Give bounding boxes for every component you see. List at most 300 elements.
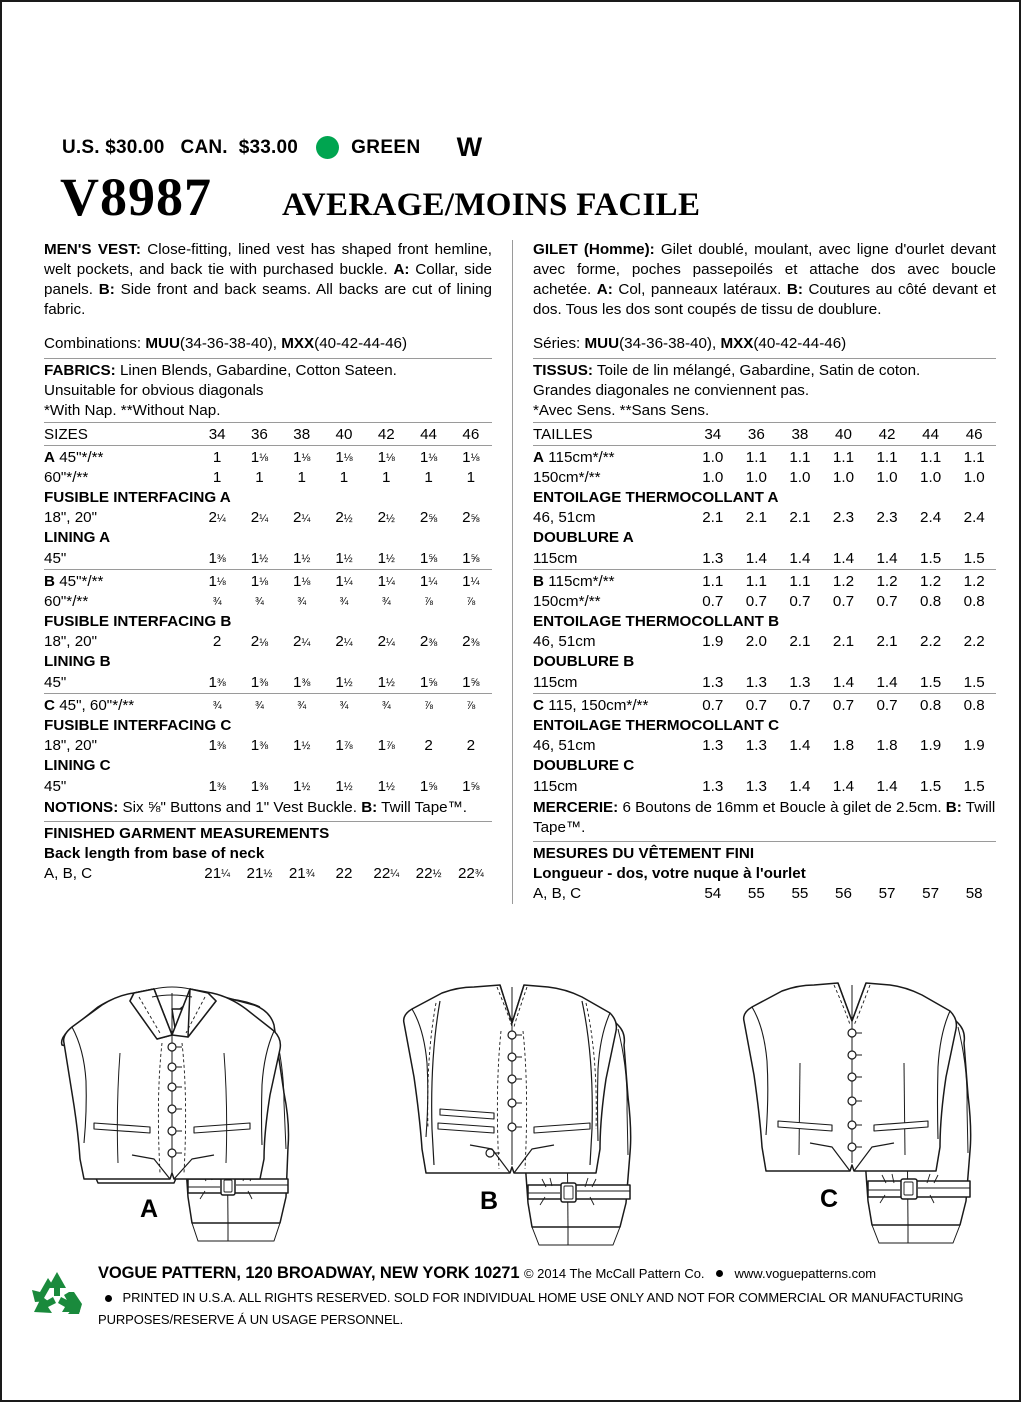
yardage-cell: 1.4 — [832, 549, 855, 567]
yardage-cell: 1⅝ — [462, 673, 480, 691]
sizes-header-row — [533, 422, 996, 445]
yardage-cell: 1.5 — [963, 777, 985, 795]
yardage-cell: 1.5 — [920, 549, 942, 567]
size-header-cell: 44 — [909, 422, 953, 445]
yardage-cell: 1½ — [335, 673, 353, 691]
yardage-row-label: 46, 51cm — [533, 737, 596, 755]
yardage-cell: 1.4 — [876, 673, 898, 691]
footer-website[interactable]: www.voguepatterns.com — [734, 1266, 877, 1281]
yardage-cell: 1⅜ — [250, 673, 269, 691]
vest-view-b — [342, 897, 682, 1257]
yardage-cell: 0.8 — [909, 693, 953, 715]
yardage-cell: 2.4 — [920, 509, 942, 527]
yardage-cell: 1.1 — [822, 445, 866, 467]
yardage-row-label: 45" — [44, 777, 67, 795]
yardage-row — [44, 445, 492, 467]
french-view-b-label: B: — [786, 281, 803, 299]
yardage-cell: 0.7 — [702, 592, 724, 610]
yardage-cell: 2 — [212, 633, 222, 651]
divider — [533, 841, 996, 842]
footer-legal-line-1: PRINTED IN U.S.A. ALL RIGHTS RESERVED. SOLD FOR INDIVIDUAL HOME USE ONLY AND NOT FOR COMMERCIAL OR MANUFACTURING — [122, 1290, 964, 1305]
yardage-row-label: B 45"*/** — [44, 569, 196, 591]
yardage-cell: 1.2 — [909, 569, 953, 591]
french-description-title: GILET (Homme): — [533, 241, 655, 258]
yardage-section-label: FUSIBLE INTERFACING C — [44, 716, 232, 734]
size-header-cell: 44 — [407, 422, 449, 445]
english-notions-label: NOTIONS: — [44, 799, 119, 817]
english-fabrics — [44, 361, 492, 381]
fgm-cell: 22½ — [415, 864, 442, 882]
yardage-cell: 1¼ — [365, 569, 407, 591]
size-header-cell: 36 — [735, 422, 779, 445]
yardage-row-label: 46, 51cm — [533, 633, 596, 651]
fgm-cell: 56 — [835, 884, 852, 902]
french-notions-body: 6 Boutons de 16mm et Boucle à gilet de 2.5cm. — [618, 799, 946, 817]
yardage-cell: 2.2 — [963, 633, 985, 651]
vest-view-c-label: C — [820, 1185, 839, 1213]
yardage-cell: 1.0 — [702, 468, 724, 486]
yardage-cell: 0.7 — [876, 592, 898, 610]
fgm-row-label: A, B, C — [533, 884, 582, 902]
yardage-cell: 2 — [424, 737, 433, 755]
yardage-cell: 1.4 — [876, 549, 898, 567]
french-view-b-body: Coutures au côté devant et dos. Tous les dos sont coupés de tissu de doublure. — [533, 281, 997, 319]
yardage-cell: 0.7 — [822, 693, 866, 715]
difficulty-level: AVERAGE/MOINS FACILE — [282, 187, 701, 223]
yardage-cell: 2.1 — [789, 633, 811, 651]
fgm-row-label: A, B, C — [44, 864, 93, 882]
yardage-cell: 1¼ — [407, 569, 449, 591]
yardage-section-row — [44, 715, 492, 735]
yardage-row-label: 18", 20" — [44, 633, 98, 651]
yardage-cell: 1 — [339, 468, 349, 486]
yardage-cell: 2½ — [377, 509, 395, 527]
english-yardage-body — [44, 422, 492, 796]
english-combination-muu-sizes: (34-36-38-40), — [179, 335, 278, 353]
yardage-cell: 1⅝ — [462, 549, 480, 567]
yardage-cell: 1.3 — [702, 737, 724, 755]
yardage-cell: 0.7 — [832, 592, 855, 610]
yardage-row — [533, 736, 996, 756]
yardage-cell: 2⅛ — [250, 633, 269, 651]
yardage-cell: 1.5 — [963, 549, 985, 567]
title-row — [60, 167, 989, 227]
vest-view-b-label: B — [480, 1187, 499, 1215]
vest-view-a-drawing — [2, 897, 342, 1247]
yardage-row-label: 115cm — [533, 673, 578, 691]
yardage-section-row — [44, 612, 492, 632]
yardage-section-label: LINING B — [44, 653, 111, 671]
yardage-cell: 1.9 — [702, 633, 724, 651]
yardage-row — [44, 569, 492, 591]
footer-company: VOGUE PATTERN, 120 BROADWAY, NEW YORK 10271 — [98, 1264, 520, 1282]
recycle-icon — [28, 1268, 86, 1326]
yardage-cell: 1.4 — [832, 673, 855, 691]
yardage-cell: 1.3 — [745, 777, 767, 795]
yardage-cell: 2.1 — [745, 509, 767, 527]
sizes-header-row — [44, 422, 492, 445]
english-description — [44, 240, 492, 320]
fgm-cell: 55 — [747, 884, 765, 902]
yardage-cell: 1⅜ — [208, 673, 226, 691]
french-description — [533, 240, 996, 320]
yardage-cell: 1 — [382, 468, 391, 486]
yardage-section-row — [533, 488, 996, 508]
size-header-cell: 36 — [238, 422, 280, 445]
yardage-cell: 1.5 — [920, 777, 942, 795]
yardage-cell: 1 — [255, 468, 264, 486]
yardage-cell: 1.0 — [789, 468, 811, 486]
yardage-section-row — [44, 528, 492, 548]
yardage-cell: 1⅛ — [281, 445, 323, 467]
french-fabrics-note: Grandes diagonales ne conviennent pas. — [533, 381, 810, 399]
fgm-cell: 21½ — [246, 864, 273, 882]
french-notions — [533, 798, 996, 838]
french-fgm-subtitle: Longueur - dos, votre nuque à l'ourlet — [533, 864, 806, 882]
yardage-cell: 1½ — [335, 549, 353, 567]
yardage-row-label: 115cm — [533, 549, 578, 567]
fgm-cell: 22¼ — [373, 864, 400, 882]
yardage-section-label: ENTOILAGE THERMOCOLLANT C — [533, 716, 780, 734]
yardage-cell: 2.2 — [920, 633, 942, 651]
french-nap-note: *Avec Sens. **Sans Sens. — [533, 402, 710, 420]
english-fgm-title: FINISHED GARMENT MEASUREMENTS — [44, 825, 330, 843]
yardage-cell: 1 — [212, 468, 222, 486]
french-combination-mxx: MXX — [720, 335, 754, 353]
yardage-cell: ¾ — [297, 596, 307, 609]
garment-illustrations — [2, 897, 1021, 1257]
yardage-cell: 1⅛ — [365, 445, 407, 467]
fgm-row — [44, 864, 492, 884]
yardage-row-label: B 115cm*/** — [533, 569, 691, 591]
yardage-cell: 2⅝ — [419, 509, 438, 527]
yardage-section-label: DOUBLURE B — [533, 653, 635, 671]
yardage-section-row — [533, 715, 996, 735]
yardage-cell: ⅞ — [450, 693, 492, 715]
yardage-row-label: 150cm*/** — [533, 468, 601, 486]
french-column — [512, 240, 1021, 904]
yardage-row — [44, 548, 492, 569]
yardage-cell: 1.4 — [876, 777, 898, 795]
fgm-cell: 54 — [704, 884, 722, 902]
yardage-cell: 1½ — [293, 549, 311, 567]
french-fabrics-label: TISSUS: — [533, 361, 593, 379]
english-fgm-subtitle: Back length from base of neck — [44, 844, 265, 862]
yardage-cell: 1.1 — [735, 569, 779, 591]
yardage-cell: 2½ — [335, 509, 353, 527]
yardage-row-label: A 115cm*/** — [533, 445, 691, 467]
yardage-cell: 1¼ — [450, 569, 492, 591]
yardage-cell: 2.0 — [745, 633, 767, 651]
yardage-cell: ⅞ — [424, 596, 433, 609]
yardage-row — [533, 445, 996, 467]
yardage-cell: 1.4 — [832, 777, 855, 795]
yardage-cell: 1.1 — [778, 569, 822, 591]
english-view-a-body: Collar, side panels. — [44, 261, 492, 299]
yardage-cell: 1.1 — [778, 445, 822, 467]
pattern-number: V8987 — [60, 167, 212, 227]
yardage-cell: 1⅜ — [208, 549, 226, 567]
yardage-cell: 1⅜ — [208, 777, 226, 795]
yardage-cell: 2¼ — [377, 633, 395, 651]
english-fabrics-label: FABRICS: — [44, 361, 116, 379]
yardage-cell: 2.1 — [876, 633, 898, 651]
yardage-row — [44, 693, 492, 715]
yardage-cell: 1.4 — [745, 549, 767, 567]
yardage-cell: 1½ — [377, 777, 395, 795]
yardage-cell: 2.1 — [702, 509, 724, 527]
yardage-cell: 1½ — [293, 777, 311, 795]
french-fabrics — [533, 361, 996, 381]
yardage-cell: 1⅝ — [419, 549, 438, 567]
yardage-cell: 1 — [424, 468, 433, 486]
yardage-cell: ¾ — [339, 596, 349, 609]
vest-view-c — [682, 897, 1021, 1257]
footer-copyright: © 2014 The McCall Pattern Co. — [523, 1266, 705, 1281]
vest-a-front — [62, 987, 281, 1183]
fgm-cell: 22¾ — [457, 864, 484, 882]
yardage-cell: 1⅛ — [450, 445, 492, 467]
english-combinations-label: Combinations: — [44, 335, 142, 353]
us-price: U.S. $30.00 — [62, 136, 165, 158]
fgm-cell: 21¾ — [288, 864, 315, 882]
yardage-row — [533, 569, 996, 591]
fgm-cell: 21¼ — [204, 864, 231, 882]
yardage-cell: 2⅜ — [462, 633, 480, 651]
yardage-cell: 1.3 — [702, 549, 724, 567]
yardage-cell: 1.1 — [909, 445, 953, 467]
divider — [44, 358, 492, 359]
yardage-row-label: 18", 20" — [44, 509, 98, 527]
yardage-cell: 1⅝ — [419, 673, 438, 691]
french-combinations — [533, 334, 996, 354]
yardage-row-label: 115cm — [533, 777, 578, 795]
yardage-section-row — [44, 756, 492, 776]
content-columns — [2, 240, 1021, 904]
size-header-cell: 38 — [281, 422, 323, 445]
yardage-row — [533, 467, 996, 487]
color-swatch-icon — [316, 136, 339, 159]
yardage-row-label: 18", 20" — [44, 737, 98, 755]
yardage-cell: ¾ — [254, 596, 264, 609]
english-description-body: Close-fitting, lined vest has shaped front hemline, welt pockets, and back tie with purchased buckle. — [44, 241, 492, 279]
english-combination-mxx-sizes: (40-42-44-46) — [314, 335, 408, 353]
yardage-row-label: 60"*/** — [44, 468, 89, 486]
english-view-b-body: Side front and back seams. All backs are cut of lining fabric. — [44, 281, 492, 319]
english-notions-b-label: B: — [361, 799, 378, 817]
yardage-cell: 0.7 — [735, 693, 779, 715]
divider — [44, 821, 492, 822]
footer-company-line — [98, 1264, 993, 1283]
french-notions-b-body: Twill Tape™. — [533, 799, 996, 837]
yardage-cell: 2¼ — [250, 509, 269, 527]
vest-view-a-label: A — [140, 1195, 159, 1223]
sizes-header-label: TAILLES — [533, 422, 691, 445]
yardage-cell: 1 — [196, 445, 238, 467]
yardage-cell: 2.1 — [789, 509, 811, 527]
yardage-row — [533, 776, 996, 796]
yardage-cell: ¾ — [381, 596, 391, 609]
yardage-cell: 1.0 — [832, 468, 855, 486]
yardage-row — [44, 672, 492, 693]
footer — [2, 1264, 1021, 1327]
yardage-row-label: 45" — [44, 673, 67, 691]
english-column — [2, 240, 512, 904]
yardage-cell: 1.9 — [963, 737, 985, 755]
yardage-cell: 1⅛ — [238, 445, 280, 467]
yardage-row — [533, 672, 996, 693]
yardage-row-label: 150cm*/** — [533, 592, 601, 610]
yardage-cell: 2 — [466, 737, 476, 755]
french-yardage-table — [533, 422, 996, 797]
footer-legal-line-2: PURPOSES/RESERVE Á UN USAGE PERSONNEL. — [98, 1312, 404, 1327]
vest-view-c-drawing — [682, 897, 1021, 1247]
yardage-cell: 2.1 — [832, 633, 855, 651]
yardage-cell: 1⅛ — [196, 569, 238, 591]
french-view-a-label: A: — [596, 281, 613, 299]
yardage-row — [533, 548, 996, 569]
yardage-cell: 0.7 — [778, 693, 822, 715]
yardage-row — [44, 508, 492, 528]
vest-view-a — [2, 897, 342, 1257]
english-combination-mxx: MXX — [281, 335, 315, 353]
size-range-mark: W — [456, 132, 483, 162]
english-notions-body: Six ⅝" Buttons and 1" Vest Buckle. — [118, 799, 362, 817]
yardage-cell: ⅞ — [407, 693, 449, 715]
yardage-cell: 1.8 — [876, 737, 898, 755]
yardage-cell: 1⅜ — [250, 737, 269, 755]
yardage-cell: 1⅜ — [208, 737, 226, 755]
sizes-header-label: SIZES — [44, 422, 196, 445]
color-label: GREEN — [351, 136, 421, 158]
yardage-cell: 2⅝ — [462, 509, 480, 527]
yardage-cell: 1.0 — [963, 468, 985, 486]
yardage-row-label: 60"*/** — [44, 592, 89, 610]
yardage-cell: ¾ — [323, 693, 365, 715]
yardage-section-row — [533, 612, 996, 632]
size-header-cell: 40 — [323, 422, 365, 445]
yardage-cell: 1.1 — [865, 445, 909, 467]
yardage-cell: 1⅛ — [407, 445, 449, 467]
yardage-cell: 1.0 — [691, 445, 735, 467]
yardage-row-label: 46, 51cm — [533, 509, 596, 527]
yardage-section-row — [533, 528, 996, 548]
english-description-title: MEN'S VEST: — [44, 241, 141, 258]
french-combination-muu-sizes: (34-36-38-40), — [619, 335, 717, 353]
english-meta — [44, 334, 492, 421]
yardage-section-label: LINING A — [44, 529, 111, 547]
yardage-section-row — [533, 652, 996, 672]
divider — [533, 358, 996, 359]
can-price: CAN. $33.00 — [180, 136, 299, 158]
yardage-cell: 1.3 — [702, 673, 724, 691]
yardage-cell: 1½ — [377, 673, 395, 691]
fgm-cell: 58 — [965, 884, 983, 902]
yardage-row — [44, 591, 492, 611]
yardage-cell: 1 — [466, 468, 476, 486]
yardage-cell: 1½ — [335, 777, 353, 795]
yardage-cell: 1.1 — [735, 445, 779, 467]
yardage-cell: 1.1 — [952, 445, 996, 467]
yardage-cell: 1.3 — [745, 737, 767, 755]
yardage-row-label: 45" — [44, 549, 67, 567]
english-fabrics-body: Linen Blends, Gabardine, Cotton Sateen. — [115, 361, 397, 379]
english-fgm-table — [44, 864, 492, 884]
french-notions-label: MERCERIE: — [533, 799, 619, 817]
size-header-cell: 38 — [778, 422, 822, 445]
french-fabrics-body: Toile de lin mélangé, Gabardine, Satin de coton. — [592, 361, 921, 379]
yardage-cell: 1⅛ — [323, 445, 365, 467]
yardage-cell: 2⅜ — [419, 633, 438, 651]
yardage-cell: 2.3 — [876, 509, 898, 527]
yardage-section-label: FUSIBLE INTERFACING B — [44, 613, 232, 631]
yardage-cell: 2¼ — [208, 509, 226, 527]
english-notions — [44, 798, 492, 818]
yardage-cell: 1½ — [377, 549, 395, 567]
yardage-cell: ¾ — [238, 693, 280, 715]
yardage-cell: 1.0 — [920, 468, 942, 486]
size-header-cell: 46 — [450, 422, 492, 445]
yardage-row-label: A 45"*/** — [44, 445, 196, 467]
yardage-cell: 0.8 — [952, 693, 996, 715]
yardage-cell: 2¼ — [293, 509, 311, 527]
yardage-cell: 1.3 — [702, 777, 724, 795]
bullet-separator-icon — [105, 1295, 112, 1302]
yardage-cell: 2¼ — [293, 633, 311, 651]
yardage-cell: 1¼ — [323, 569, 365, 591]
french-combination-muu: MUU — [584, 335, 620, 353]
yardage-cell: 1.0 — [745, 468, 767, 486]
yardage-cell: ¾ — [365, 693, 407, 715]
french-meta — [533, 334, 996, 421]
yardage-section-label: LINING C — [44, 757, 111, 775]
yardage-section-label: FUSIBLE INTERFACING A — [44, 489, 231, 506]
french-combination-mxx-sizes: (40-42-44-46) — [753, 335, 847, 353]
english-combinations — [44, 334, 492, 354]
yardage-section-label: ENTOILAGE THERMOCOLLANT B — [533, 613, 780, 631]
yardage-cell: 1.3 — [789, 673, 811, 691]
footer-legal-line-1-wrap — [98, 1290, 993, 1305]
fgm-cell: 55 — [791, 884, 809, 902]
vest-c-front — [744, 983, 957, 1171]
yardage-cell: 1⅛ — [238, 569, 280, 591]
size-header-cell: 42 — [865, 422, 909, 445]
yardage-cell: 1⅛ — [281, 569, 323, 591]
english-view-a-label: A: — [393, 261, 410, 279]
fgm-cell: 22 — [335, 864, 353, 882]
french-yardage-body — [533, 422, 996, 796]
yardage-row — [44, 467, 492, 487]
fgm-cell: 57 — [922, 884, 940, 902]
yardage-cell: 1.4 — [789, 549, 811, 567]
size-header-cell: 34 — [691, 422, 735, 445]
fgm-cell: 57 — [878, 884, 896, 902]
french-notions-b-label: B: — [945, 799, 962, 817]
yardage-row — [533, 591, 996, 611]
english-combination-muu: MUU — [145, 335, 180, 353]
english-fabrics-note: Unsuitable for obvious diagonals — [44, 381, 264, 399]
yardage-section-label: DOUBLURE C — [533, 757, 635, 775]
size-header-cell: 42 — [365, 422, 407, 445]
yardage-cell: 1.4 — [789, 777, 811, 795]
yardage-cell: 1.3 — [745, 673, 767, 691]
english-notions-b-body: Twill Tape™. — [377, 799, 467, 817]
yardage-cell: 1.5 — [920, 673, 942, 691]
yardage-section-label: ENTOILAGE THERMOCOLLANT A — [533, 489, 779, 506]
yardage-section-row — [44, 488, 492, 508]
english-nap-note: *With Nap. **Without Nap. — [44, 402, 221, 420]
english-view-b-label: B: — [98, 281, 115, 299]
